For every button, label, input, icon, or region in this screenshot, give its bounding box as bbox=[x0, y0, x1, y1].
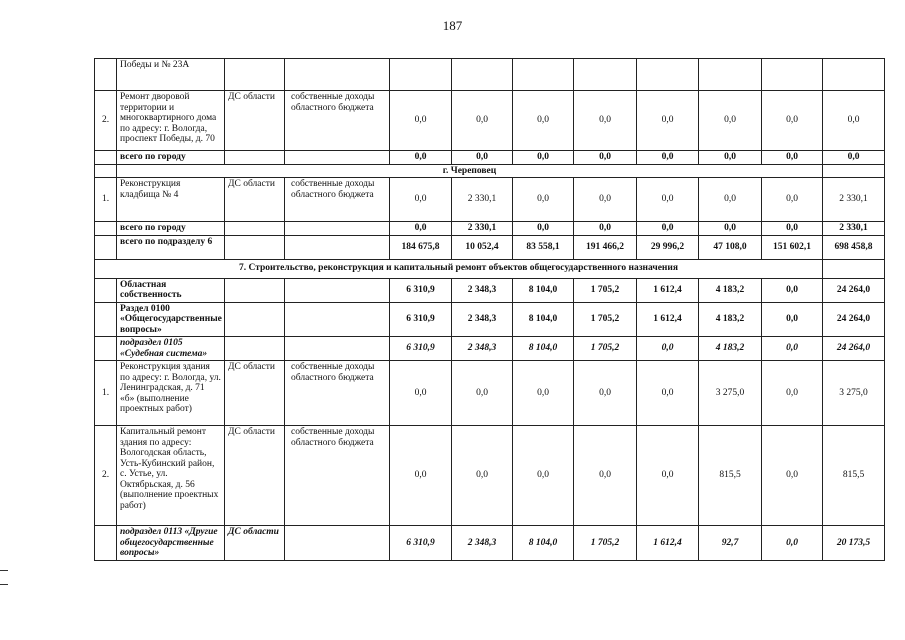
value-cell: 0,0 bbox=[513, 222, 574, 236]
value-cell: 0,0 bbox=[637, 91, 699, 151]
value-cell: 0,0 bbox=[513, 361, 574, 426]
table-row bbox=[95, 178, 885, 222]
value-cell: 2 330,1 bbox=[823, 222, 885, 236]
table-row bbox=[95, 337, 885, 361]
value-cell: 0,0 bbox=[823, 151, 885, 165]
value-cell: 0,0 bbox=[574, 426, 637, 526]
organization-cell bbox=[225, 59, 285, 91]
object-name-cell: Капитальный ремонт здания по адресу: Вологодская область, Усть-Кубинский район, с. Устье, ул. Октябрьская, д. 56 (выполнение проектных работ) bbox=[117, 426, 225, 526]
value-cell: 698 458,8 bbox=[823, 235, 885, 259]
value-cell: 6 310,9 bbox=[390, 302, 452, 337]
value-cell: 0,0 bbox=[762, 178, 823, 222]
value-cell bbox=[513, 59, 574, 91]
value-cell: 0,0 bbox=[574, 151, 637, 165]
object-name-cell: всего по городу bbox=[117, 151, 225, 165]
organization-cell: ДС области bbox=[225, 526, 285, 561]
value-cell: 1 705,2 bbox=[574, 278, 637, 302]
value-cell: 6 310,9 bbox=[390, 337, 452, 361]
value-cell: 0,0 bbox=[762, 302, 823, 337]
table-row bbox=[95, 151, 885, 165]
value-cell: 92,7 bbox=[699, 526, 762, 561]
table-row bbox=[95, 278, 885, 302]
value-cell: 83 558,1 bbox=[513, 235, 574, 259]
value-cell: 4 183,2 bbox=[699, 302, 762, 337]
organization-cell: ДС области bbox=[225, 178, 285, 222]
value-cell: 2 348,3 bbox=[452, 526, 513, 561]
value-cell: 0,0 bbox=[637, 361, 699, 426]
row-number-cell: 1. bbox=[95, 361, 117, 426]
value-cell: 24 264,0 bbox=[823, 302, 885, 337]
table-row bbox=[95, 235, 885, 259]
value-cell: 0,0 bbox=[513, 426, 574, 526]
funding-source-cell bbox=[285, 59, 390, 91]
row-number-cell bbox=[95, 164, 117, 178]
object-name-cell: Реконструкция кладбища № 4 bbox=[117, 178, 225, 222]
value-cell: 2 348,3 bbox=[452, 337, 513, 361]
value-cell: 0,0 bbox=[452, 361, 513, 426]
object-name-cell: подраздел 0113 «Другие общегосударственные вопросы» bbox=[117, 526, 225, 561]
value-cell: 0,0 bbox=[823, 91, 885, 151]
value-cell: 2 348,3 bbox=[452, 302, 513, 337]
value-cell: 0,0 bbox=[513, 178, 574, 222]
row-number-cell bbox=[95, 302, 117, 337]
value-cell: 2 330,1 bbox=[823, 178, 885, 222]
table-row bbox=[95, 222, 885, 236]
organization-cell: ДС области bbox=[225, 361, 285, 426]
city-heading: г. Череповец bbox=[117, 164, 823, 178]
page-number: 187 bbox=[442, 18, 463, 33]
row-number-cell bbox=[95, 278, 117, 302]
value-cell: 0,0 bbox=[637, 426, 699, 526]
funding-source-cell: собственные доходы областного бюджета bbox=[285, 91, 390, 151]
value-cell: 4 183,2 bbox=[699, 337, 762, 361]
table-row bbox=[95, 526, 885, 561]
value-cell: 0,0 bbox=[637, 222, 699, 236]
row-number-cell: 1. bbox=[95, 178, 117, 222]
object-name-cell: Областная собственность bbox=[117, 278, 225, 302]
value-cell: 815,5 bbox=[699, 426, 762, 526]
value-cell: 2 330,1 bbox=[452, 178, 513, 222]
value-cell: 8 104,0 bbox=[513, 278, 574, 302]
value-cell: 0,0 bbox=[574, 91, 637, 151]
funding-source-cell bbox=[285, 151, 390, 165]
section-heading: 7. Строительство, реконструкция и капитальный ремонт объектов общегосударственного назначения bbox=[95, 259, 823, 278]
organization-cell bbox=[225, 302, 285, 337]
budget-table bbox=[94, 58, 885, 561]
empty-cell bbox=[823, 164, 885, 178]
value-cell: 1 612,4 bbox=[637, 302, 699, 337]
value-cell: 1 612,4 bbox=[637, 526, 699, 561]
value-cell bbox=[390, 59, 452, 91]
object-name-cell: Реконструкция здания по адресу: г. Вологда, ул. Ленинградская, д. 71 «б» (выполнение проектных работ) bbox=[117, 361, 225, 426]
value-cell: 0,0 bbox=[452, 426, 513, 526]
value-cell: 0,0 bbox=[390, 91, 452, 151]
funding-source-cell bbox=[285, 302, 390, 337]
value-cell: 1 705,2 bbox=[574, 337, 637, 361]
value-cell bbox=[699, 59, 762, 91]
value-cell: 184 675,8 bbox=[390, 235, 452, 259]
organization-cell: ДС области bbox=[225, 426, 285, 526]
value-cell: 0,0 bbox=[390, 426, 452, 526]
value-cell: 8 104,0 bbox=[513, 337, 574, 361]
value-cell: 0,0 bbox=[452, 151, 513, 165]
object-name-cell: Победы и № 23А bbox=[117, 59, 225, 91]
value-cell: 1 705,2 bbox=[574, 526, 637, 561]
value-cell: 0,0 bbox=[762, 426, 823, 526]
value-cell bbox=[762, 59, 823, 91]
value-cell bbox=[574, 59, 637, 91]
object-name-cell: Ремонт дворовой территории и многоквартирного дома по адресу: г. Вологда, проспект Победы, д. 70 bbox=[117, 91, 225, 151]
organization-cell bbox=[225, 151, 285, 165]
value-cell: 0,0 bbox=[699, 151, 762, 165]
value-cell bbox=[637, 59, 699, 91]
value-cell: 0,0 bbox=[762, 91, 823, 151]
value-cell: 0,0 bbox=[574, 178, 637, 222]
value-cell: 3 275,0 bbox=[699, 361, 762, 426]
value-cell: 10 052,4 bbox=[452, 235, 513, 259]
value-cell: 0,0 bbox=[390, 222, 452, 236]
empty-cell bbox=[823, 259, 885, 278]
funding-source-cell bbox=[285, 278, 390, 302]
value-cell: 24 264,0 bbox=[823, 278, 885, 302]
funding-source-cell bbox=[285, 526, 390, 561]
row-number-cell bbox=[95, 59, 117, 91]
value-cell: 1 612,4 bbox=[637, 278, 699, 302]
value-cell: 151 602,1 bbox=[762, 235, 823, 259]
value-cell: 0,0 bbox=[762, 526, 823, 561]
value-cell: 0,0 bbox=[637, 178, 699, 222]
value-cell: 20 173,5 bbox=[823, 526, 885, 561]
value-cell: 0,0 bbox=[390, 151, 452, 165]
table-row bbox=[95, 164, 885, 178]
value-cell: 0,0 bbox=[513, 151, 574, 165]
organization-cell bbox=[225, 235, 285, 259]
row-number-cell bbox=[95, 151, 117, 165]
value-cell: 0,0 bbox=[452, 91, 513, 151]
object-name-cell: всего по городу bbox=[117, 222, 225, 236]
funding-source-cell bbox=[285, 235, 390, 259]
row-number-cell bbox=[95, 337, 117, 361]
organization-cell bbox=[225, 222, 285, 236]
value-cell: 0,0 bbox=[390, 361, 452, 426]
value-cell: 8 104,0 bbox=[513, 526, 574, 561]
object-name-cell: Раздел 0100 «Общегосударственные вопросы» bbox=[117, 302, 225, 337]
row-number-cell bbox=[95, 235, 117, 259]
funding-source-cell: собственные доходы областного бюджета bbox=[285, 178, 390, 222]
edge-mark bbox=[0, 584, 8, 585]
table-row bbox=[95, 361, 885, 426]
funding-source-cell: собственные доходы областного бюджета bbox=[285, 361, 390, 426]
funding-source-cell bbox=[285, 222, 390, 236]
value-cell bbox=[823, 59, 885, 91]
value-cell: 0,0 bbox=[390, 178, 452, 222]
funding-source-cell: собственные доходы областного бюджета bbox=[285, 426, 390, 526]
value-cell: 47 108,0 bbox=[699, 235, 762, 259]
value-cell: 0,0 bbox=[513, 91, 574, 151]
value-cell: 0,0 bbox=[762, 361, 823, 426]
row-number-cell bbox=[95, 222, 117, 236]
value-cell: 0,0 bbox=[637, 151, 699, 165]
value-cell: 191 466,2 bbox=[574, 235, 637, 259]
value-cell: 29 996,2 bbox=[637, 235, 699, 259]
organization-cell bbox=[225, 278, 285, 302]
value-cell: 6 310,9 bbox=[390, 526, 452, 561]
value-cell: 8 104,0 bbox=[513, 302, 574, 337]
value-cell: 0,0 bbox=[762, 337, 823, 361]
value-cell: 0,0 bbox=[574, 361, 637, 426]
value-cell: 0,0 bbox=[699, 222, 762, 236]
object-name-cell: всего по подразделу 6 bbox=[117, 235, 225, 259]
value-cell bbox=[452, 59, 513, 91]
value-cell: 0,0 bbox=[762, 151, 823, 165]
organization-cell bbox=[225, 337, 285, 361]
row-number-cell: 2. bbox=[95, 426, 117, 526]
funding-source-cell bbox=[285, 337, 390, 361]
table-row bbox=[95, 91, 885, 151]
value-cell: 1 705,2 bbox=[574, 302, 637, 337]
value-cell: 3 275,0 bbox=[823, 361, 885, 426]
table-row bbox=[95, 59, 885, 91]
value-cell: 0,0 bbox=[699, 178, 762, 222]
row-number-cell: 2. bbox=[95, 91, 117, 151]
value-cell: 24 264,0 bbox=[823, 337, 885, 361]
value-cell: 815,5 bbox=[823, 426, 885, 526]
value-cell: 0,0 bbox=[699, 91, 762, 151]
object-name-cell: подраздел 0105 «Судебная система» bbox=[117, 337, 225, 361]
value-cell: 6 310,9 bbox=[390, 278, 452, 302]
value-cell: 0,0 bbox=[762, 278, 823, 302]
value-cell: 4 183,2 bbox=[699, 278, 762, 302]
value-cell: 0,0 bbox=[762, 222, 823, 236]
table-row bbox=[95, 426, 885, 526]
organization-cell: ДС области bbox=[225, 91, 285, 151]
row-number-cell bbox=[95, 526, 117, 561]
value-cell: 2 348,3 bbox=[452, 278, 513, 302]
value-cell: 0,0 bbox=[574, 222, 637, 236]
edge-mark bbox=[0, 570, 8, 571]
value-cell: 0,0 bbox=[637, 337, 699, 361]
table-row bbox=[95, 259, 885, 278]
table-row bbox=[95, 302, 885, 337]
value-cell: 2 330,1 bbox=[452, 222, 513, 236]
